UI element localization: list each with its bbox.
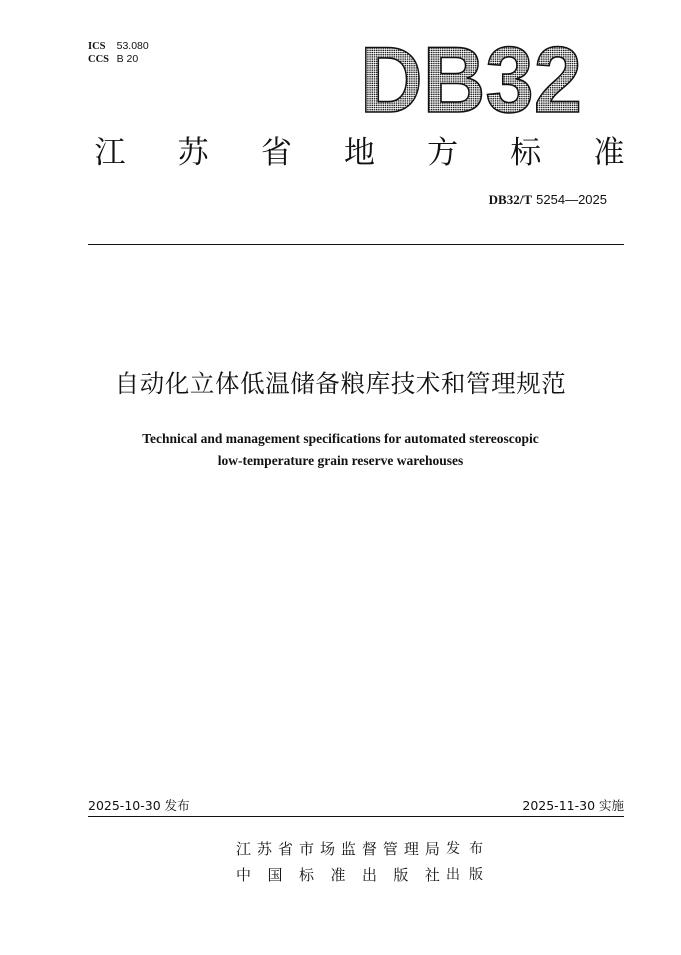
english-title [40, 428, 641, 472]
footer-divider [88, 816, 624, 817]
db32-logo [358, 36, 584, 120]
publisher-name-char: 标 [298, 866, 314, 884]
ccs-row [88, 53, 149, 66]
publisher-name-char: 准 [330, 866, 346, 884]
ccs-label: CCS [88, 54, 110, 65]
standard-number [489, 191, 607, 210]
header-divider [88, 244, 624, 245]
classification-codes [88, 40, 149, 66]
standard-number-code: 5254—2025 [536, 192, 607, 207]
standard-type-char: 省 [260, 135, 292, 171]
standard-type-char: 江 [94, 135, 126, 171]
issuer-name-char: 监 [340, 840, 356, 858]
publisher-name [236, 862, 440, 888]
english-title-line-2: low-temperature grain reserve warehouses [217, 453, 464, 468]
publisher-name-char: 版 [393, 866, 409, 884]
issuer-name-char: 督 [361, 840, 377, 858]
standard-number-prefix: DB32/T [488, 192, 533, 207]
issuer-block [236, 836, 492, 888]
publisher-row [236, 862, 492, 888]
publisher-name-char: 出 [361, 866, 377, 884]
implementation-date: 2025-11-30 实施 [522, 798, 624, 813]
issuer-name-char: 场 [319, 840, 335, 858]
ics-value: 53.080 [116, 40, 149, 52]
standard-type-title [92, 132, 627, 174]
issuer-name [236, 836, 440, 862]
issuer-name-char: 管 [382, 840, 398, 858]
issuer-name-char: 苏 [256, 840, 272, 858]
ics-row [88, 40, 149, 53]
logo-text: DB32 [360, 36, 582, 120]
english-title-line-1: Technical and management specifications for automated stereoscopic [142, 431, 539, 446]
standard-type-char: 标 [510, 135, 542, 171]
standard-type-char: 苏 [177, 135, 209, 171]
standard-type-char: 地 [343, 135, 375, 171]
publisher-name-char: 国 [267, 866, 283, 884]
issuer-row [236, 836, 492, 862]
issuer-name-char: 理 [403, 840, 419, 858]
publisher-name-char: 中 [236, 866, 252, 884]
chinese-title: 自动化立体低温储备粮库技术和管理规范 [114, 369, 567, 398]
ics-label: ICS [88, 41, 106, 52]
issuer-action: 发布 [446, 841, 492, 857]
standard-type-char: 方 [427, 135, 459, 171]
issue-date: 2025-10-30 发布 [88, 798, 190, 813]
issuer-name-char: 省 [277, 840, 293, 858]
issuer-name-char: 市 [298, 840, 314, 858]
ccs-value: B 20 [116, 53, 139, 65]
issuer-name-char: 局 [424, 840, 440, 858]
standard-type-char: 准 [593, 135, 625, 171]
publisher-action: 出版 [446, 867, 492, 883]
publisher-name-char: 社 [424, 866, 440, 884]
issuer-name-char: 江 [236, 840, 252, 858]
